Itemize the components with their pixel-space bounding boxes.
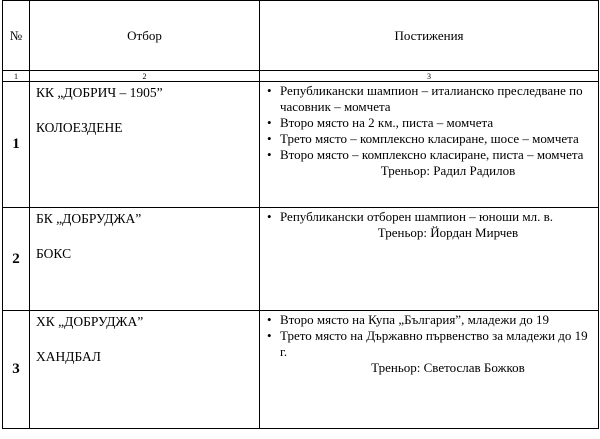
column-index: 3 [260, 71, 599, 82]
list-item: • Второ място на 2 км., писта – момчета [267, 115, 494, 130]
achievements-cell [260, 311, 599, 429]
header-achievements: Постижения [260, 1, 599, 71]
team-cell [30, 82, 260, 208]
table-row [3, 82, 599, 208]
bullet-icon: • [267, 83, 272, 98]
column-index: 2 [30, 71, 260, 82]
list-item: • Републикански шампион – италианско преследване по часовник – момчета [267, 83, 583, 114]
row-number: 1 [3, 82, 30, 208]
bullet-icon: • [267, 209, 272, 224]
team-cell [30, 311, 260, 429]
bullet-icon: • [267, 312, 272, 327]
column-index-row [3, 71, 599, 82]
achievements-cell [260, 208, 599, 311]
list-item: • Второ място на Купа „България”, младежи до 19 [267, 312, 549, 327]
row-number: 3 [3, 311, 30, 429]
bullet-icon: • [267, 115, 272, 130]
table-row [3, 311, 599, 429]
achievements-cell [260, 82, 599, 208]
team-cell [30, 208, 260, 311]
sport-name: КОЛОЕЗДЕНЕ [36, 120, 123, 135]
coach-name: Треньор: Светослав Божков [371, 360, 525, 375]
achievements-list [264, 312, 592, 360]
achievements-list [264, 209, 592, 225]
row-number: 2 [3, 208, 30, 311]
list-item: • Второ място – комплексно класиране, писта – момчета [267, 147, 584, 162]
table-row [3, 208, 599, 311]
club-name: ХК „ДОБРУДЖА” [36, 314, 144, 329]
coach-name: Треньор: Йордан Мирчев [377, 225, 519, 240]
achievements-list [264, 83, 592, 163]
club-name: КК „ДОБРИЧ – 1905” [36, 85, 163, 100]
bullet-icon: • [267, 131, 272, 146]
list-item: • Трето място на Държавно първенство за младежи до 19 г. [267, 328, 588, 359]
header-row [3, 1, 599, 71]
coach-name: Треньор: Радил Радилов [380, 163, 516, 178]
achievements-table [2, 0, 599, 429]
header-number: № [3, 1, 30, 71]
bullet-icon: • [267, 147, 272, 162]
list-item: • Републикански отборен шампион – юноши мл. в. [267, 209, 553, 224]
column-index: 1 [3, 71, 30, 82]
bullet-icon: • [267, 328, 272, 343]
header-team: Отбор [30, 1, 260, 71]
list-item: • Трето място – комплексно класиране, шосе – момчета [267, 131, 579, 146]
sport-name: ХАНДБАЛ [36, 349, 101, 364]
club-name: БК „ДОБРУДЖА” [36, 211, 142, 226]
sport-name: БОКС [36, 246, 72, 261]
